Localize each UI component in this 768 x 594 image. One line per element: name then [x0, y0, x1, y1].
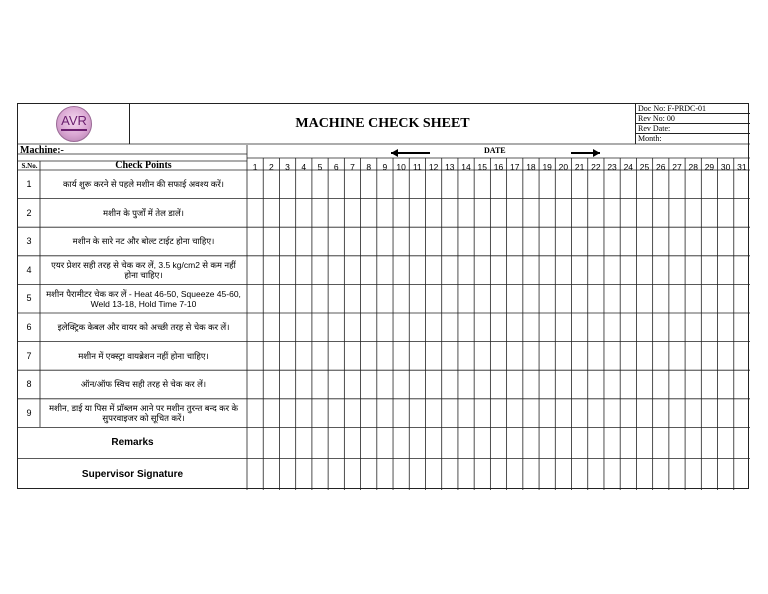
date-label: DATE	[484, 146, 506, 155]
day-number: 29	[704, 162, 715, 172]
check-point-text: इलेक्ट्रिक केबल और वायर को अच्छी तरह से चेक कर लें।	[57, 322, 230, 333]
day-number: 31	[737, 162, 747, 172]
row-sno: 7	[26, 350, 32, 361]
day-number: 4	[301, 162, 307, 172]
day-number: 12	[428, 162, 439, 172]
row-sno: 9	[26, 407, 32, 418]
check-point-text: ऑन/ऑफ स्विच सही तरह से चेक कर लें।	[80, 379, 207, 390]
day-number: 18	[526, 162, 536, 172]
day-number: 19	[542, 162, 552, 172]
check-points-header: Check Points	[115, 160, 172, 171]
day-number: 1	[252, 162, 258, 172]
row-sno: 4	[26, 264, 32, 275]
arrow-left-icon	[391, 149, 430, 157]
day-number: 30	[720, 162, 731, 172]
remarks-label: Remarks	[111, 437, 154, 449]
day-number: 14	[461, 162, 471, 172]
logo-text: AVR	[61, 113, 87, 128]
rev-no: Rev No: 00	[636, 114, 750, 124]
rev-date: Rev Date:	[636, 124, 750, 134]
day-number: 6	[333, 162, 339, 172]
day-number: 26	[656, 162, 666, 172]
sno-header: S.No.	[21, 162, 38, 170]
day-number: 5	[317, 162, 323, 172]
row-sno: 1	[26, 179, 32, 189]
check-sheet	[17, 103, 749, 489]
day-number: 24	[623, 162, 634, 172]
check-point-text: मशीन के सारे नट और बोल्ट टाईट होना चाहिए।	[72, 236, 215, 247]
sheet-title: MACHINE CHECK SHEET	[130, 104, 636, 144]
supervisor-signature-label: Supervisor Signature	[81, 468, 184, 480]
day-number: 9	[382, 162, 388, 172]
check-point-text: मशीन के पुर्जों में तेल डालें।	[103, 207, 184, 218]
day-number: 3	[285, 162, 290, 172]
check-point-text: कार्य शुरू करने से पहले मशीन की सफाई अवश्य करें।	[62, 179, 225, 190]
day-number: 28	[688, 162, 698, 172]
day-number: 21	[574, 162, 585, 172]
row-sno: 5	[26, 293, 32, 304]
check-point-text: मशीन में एक्स्ट्रा वायब्रेशन नहीं होना चाहिए।	[78, 350, 209, 361]
row-sno: 2	[26, 207, 32, 218]
day-number: 27	[672, 162, 682, 172]
day-number: 17	[509, 162, 520, 172]
day-number: 11	[412, 162, 422, 172]
day-number: 15	[477, 162, 487, 172]
month: Month:	[638, 134, 662, 143]
check-point-text: मशीन पैरामीटर चेक कर लें - Heat 46-50, Squeeze 45-60, Weld 13-18, Hold Time 7-10	[46, 288, 241, 309]
check-point-text: मशीन, डाई या पिस में प्रॉब्लम आने पर मशीन तुरन्त बन्द कर के सुपरवाइजर को सूचित करें।	[48, 403, 239, 424]
day-number: 16	[493, 162, 504, 172]
day-number: 8	[366, 162, 372, 172]
row-sno: 3	[26, 236, 32, 247]
check-point-text: एयर प्रेशर सही तरह से चेक कर लें, 3.5 kg/cm2 से कम नहीं होना चाहिए।	[51, 260, 236, 281]
day-number: 2	[268, 162, 274, 172]
machine-label: Machine:-	[20, 145, 64, 156]
doc-no: Doc No: F-PRDC-01	[636, 104, 750, 114]
day-number: 22	[591, 162, 601, 172]
row-sno: 6	[26, 322, 32, 332]
arrow-right-icon	[571, 149, 600, 157]
day-number: 23	[607, 162, 617, 172]
day-number: 20	[558, 162, 569, 172]
day-number: 25	[639, 162, 650, 172]
day-number: 10	[396, 162, 406, 172]
day-number: 7	[350, 162, 355, 172]
row-sno: 8	[26, 379, 32, 390]
day-number: 13	[445, 162, 455, 172]
